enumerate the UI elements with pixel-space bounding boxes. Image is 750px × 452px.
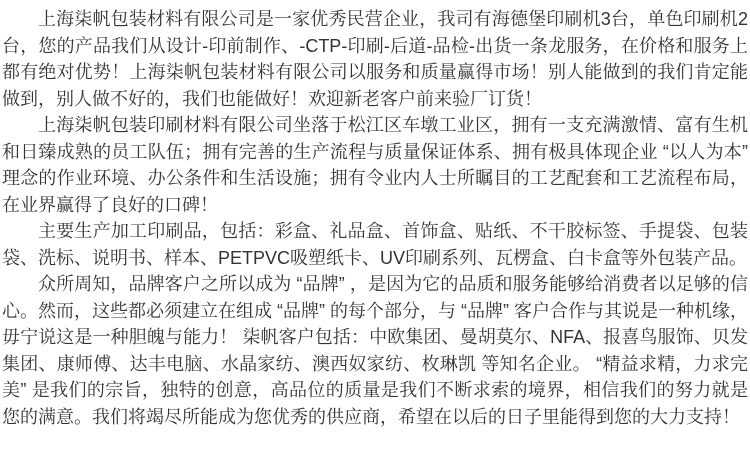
paragraph-location-and-team: 上海柒帆包装印刷材料有限公司坐落于松江区车墩工业区，拥有一支充满激情、富有生机和日臻成熟的员工队伍；拥有完善的生产流程与质量保证体系、拥有极具体现企业 “以人为本” 理念的作业环境、办公条件和生活设施；拥有令业内人士所瞩目的工艺配套和工艺流程布局，在业界赢得了良好的口碑！ [2, 115, 748, 215]
paragraph-products-list: 主要生产加工印刷品，包括：彩盒、礼品盒、首饰盒、贴纸、不干胶标签、手提袋、包装袋、洗标、说明书、样本、PETPVC吸塑纸卡、UV印刷系列、瓦楞盒、白卡盒等外包装产品。 [2, 221, 748, 268]
paragraph-brand-clients-and-motto: 众所周知，品牌客户之所以成为 “品牌” ，是因为它的品质和服务能够给消费者以足够的信心。然而，这些都必须建立在组成 “品牌” 的每个部分，与 “品牌” 客户合作与其说是一种机缘，毋宁说这是一种胆魄与能力！ 柒帆客户包括：中欧集团、曼胡莫尔、NFA、报喜鸟服饰、贝发集团、康师傅、达丰电脑、水晶家纺、澳西奴家纺、枚琳凯 等知名企业。 “精益求精，力求完美” 是我们的宗旨，独特的创意，高品位的质量是我们不断求索的境界，相信我们的努力就是您的满意。我们将竭尽所能成为您优秀的供应商，希望在以后的日子里能得到您的大力支持！ [2, 274, 748, 427]
paragraph-company-overview: 上海柒帆包装材料有限公司是一家优秀民营企业，我司有海德堡印刷机3台，单色印刷机2台，您的产品我们从设计-印前制作、-CTP-印刷-后道-品检-出货一条龙服务，在价格和服务上都有绝对优势！上海柒帆包装材料有限公司以服务和质量赢得市场！别人能做到的我们肯定能做到，别人做不好的，我们也能做好！欢迎新老客户前来验厂订货！ [2, 9, 748, 109]
